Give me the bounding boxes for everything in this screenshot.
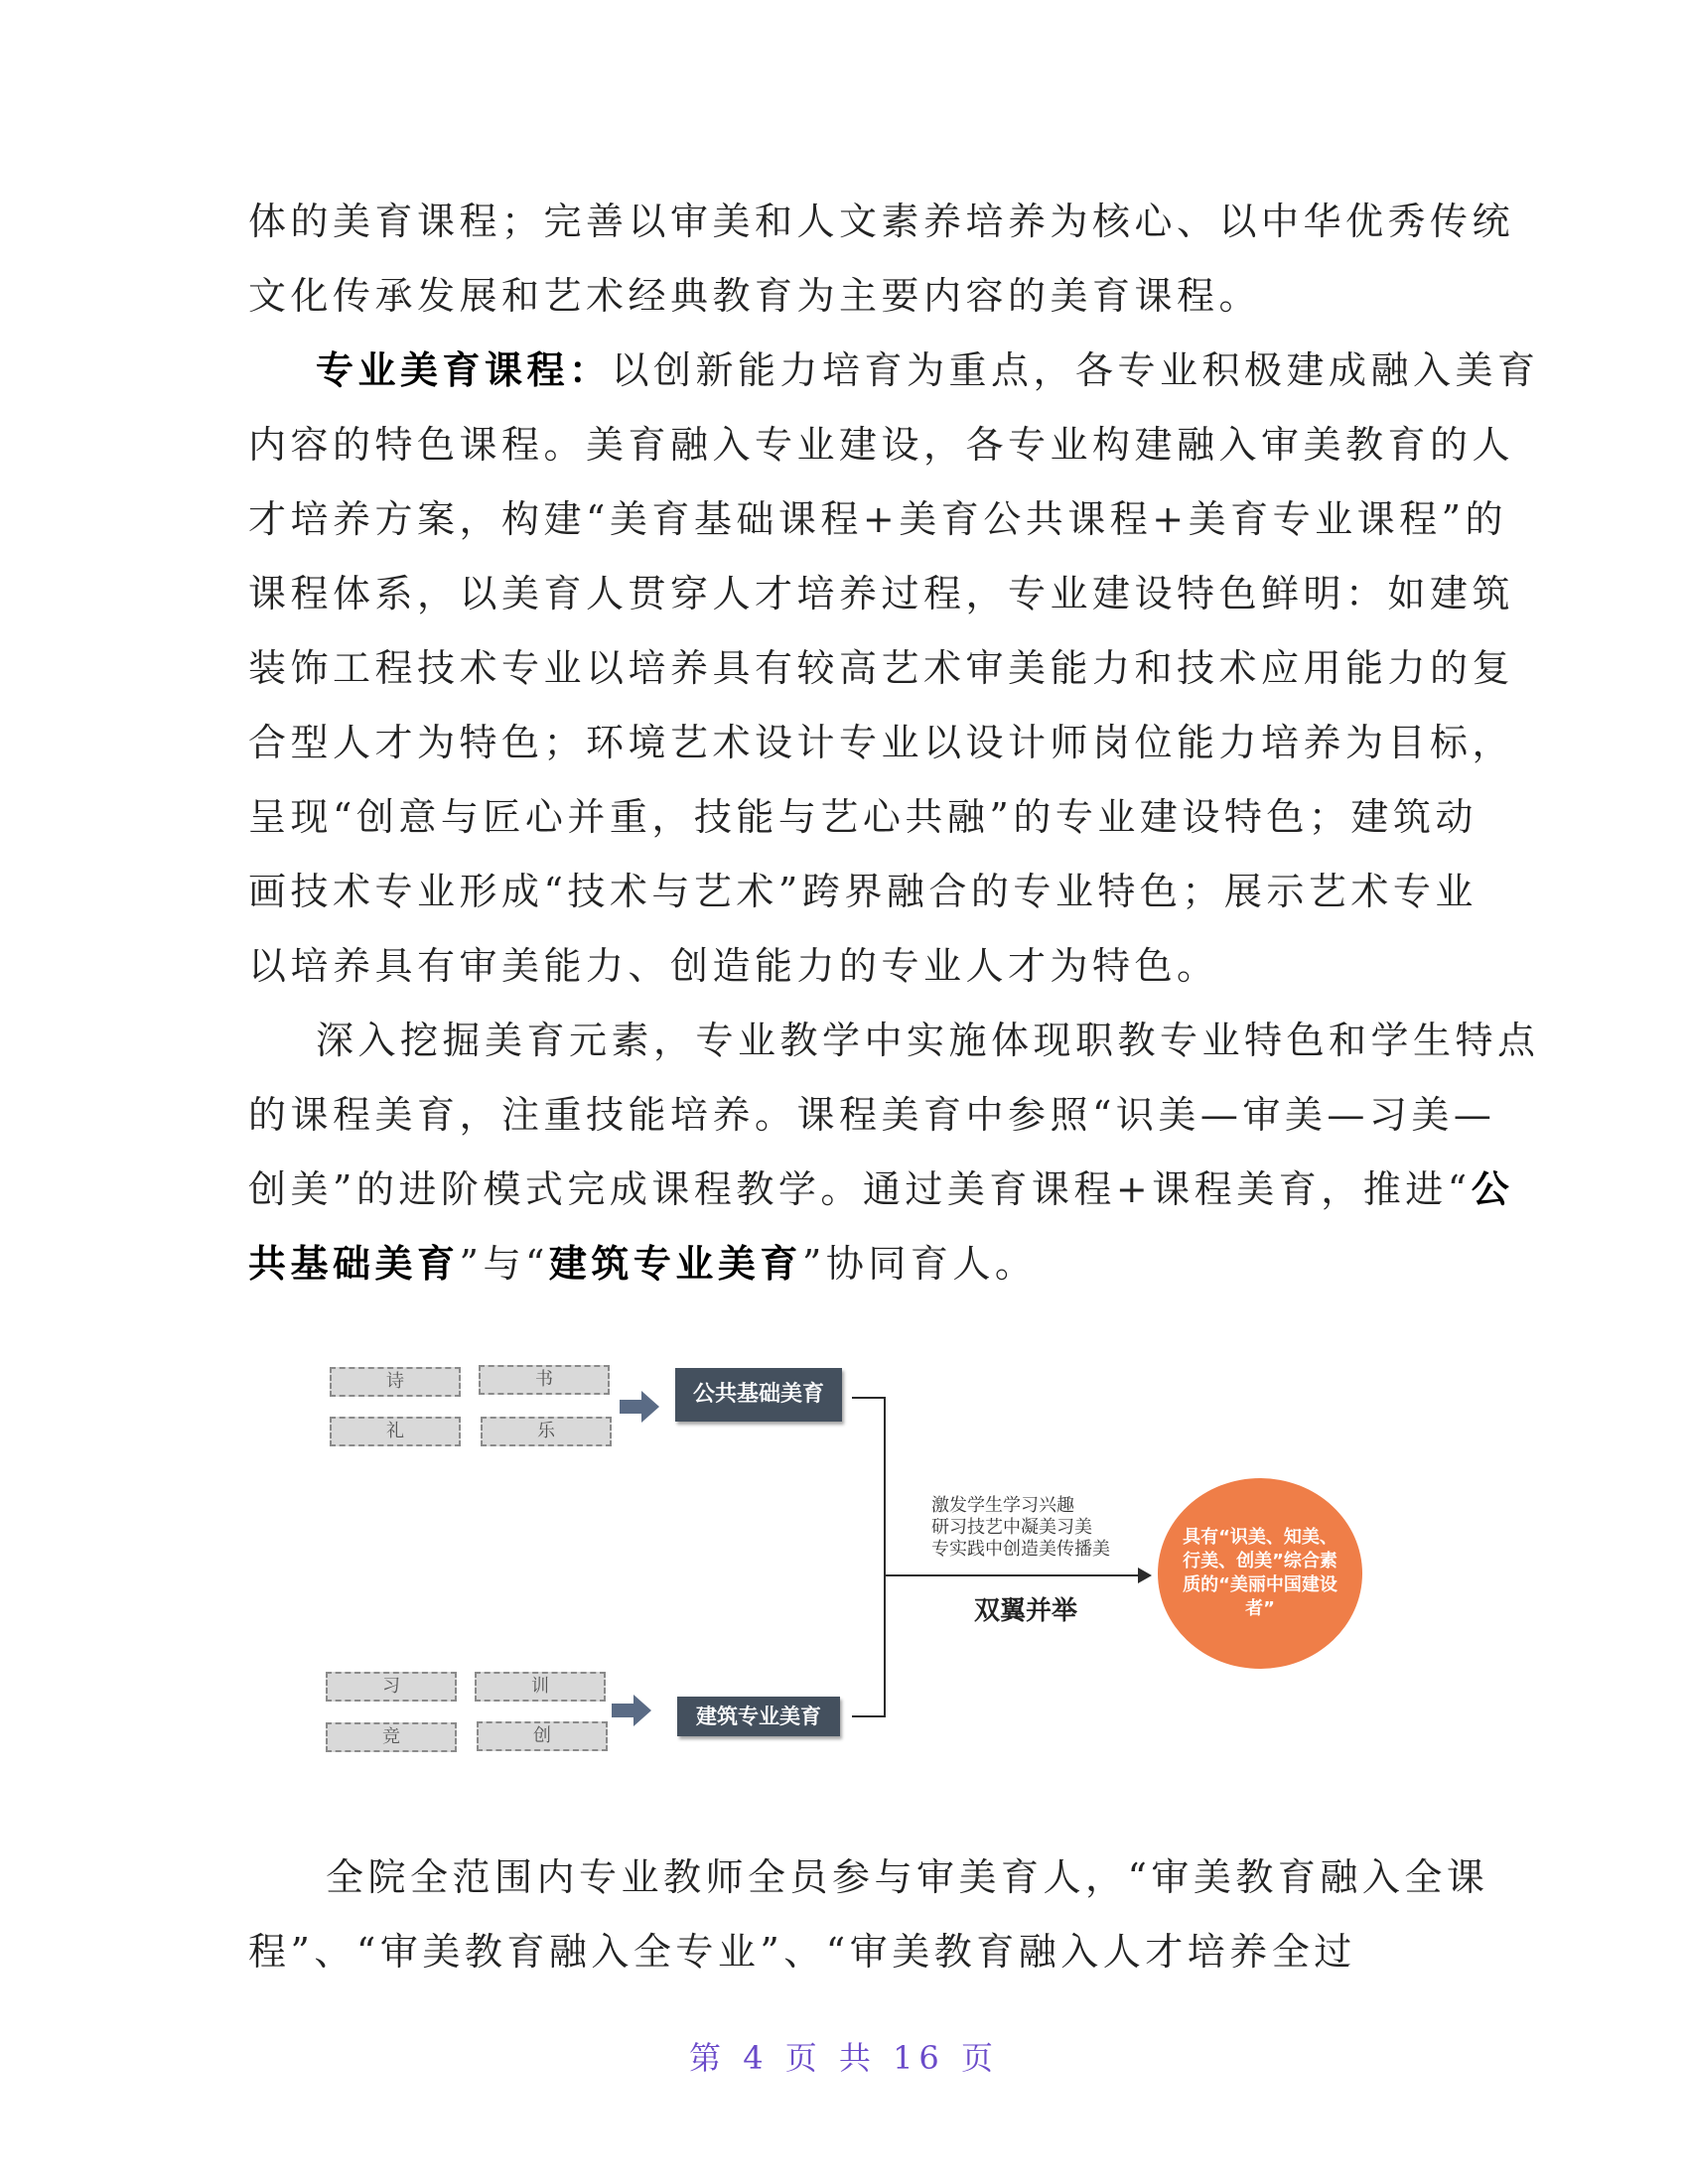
text-line: 以培养具有审美能力、创造能力的专业人才为特色。 — [248, 944, 1219, 988]
arrow-head-icon — [1138, 1568, 1152, 1583]
text-line: 全院全范围内专业教师全员参与审美育人，“审美教育融入全课 — [326, 1855, 1489, 1899]
text-span: ”协同育人。 — [801, 1242, 1038, 1286]
text-line: 的课程美育，注重技能培养。课程美育中参照“识美—审美—习美— — [248, 1093, 1496, 1137]
text-line: 体的美育课程；完善以审美和人文素养培养为核心、以中华优秀传统 — [248, 200, 1515, 243]
text-line: 内容的特色课程。美育融入专业建设，各专业构建融入审美教育的人 — [248, 423, 1515, 467]
text-span: 以创新能力培育为重点，各专业积极建成融入美育 — [611, 348, 1540, 392]
goal-circle: 具有“识美、知美、行美、创美”综合素质的“美丽中国建设者” — [1158, 1478, 1362, 1669]
tag-poetry: 诗 — [330, 1367, 461, 1397]
tag-creation: 创 — [477, 1721, 608, 1751]
text-line — [248, 1163, 1513, 1215]
bold-span: 公 — [1471, 1166, 1514, 1211]
text-line: 程”、“审美教育融入全专业”、“审美教育融入人才培养全过 — [248, 1930, 1356, 1974]
tag-practice: 习 — [326, 1672, 457, 1702]
connector-line — [852, 1715, 886, 1717]
tag-music: 乐 — [481, 1417, 612, 1446]
tag-training: 训 — [475, 1672, 606, 1702]
text-line: 课程体系，以美育人贯穿人才培养过程，专业建设特色鲜明：如建筑 — [248, 572, 1515, 615]
tag-books: 书 — [479, 1365, 610, 1395]
public-aesthetic-box: 公共基础美育 — [675, 1368, 842, 1422]
text-line: 呈现“创意与匠心并重，技能与艺心共融”的专业建设特色；建筑动 — [248, 795, 1477, 839]
section-heading: 专业美育课程： — [316, 347, 612, 392]
text-line: 装饰工程技术专业以培养具有较高艺术审美能力和技术应用能力的复 — [248, 646, 1515, 690]
note-line: 研习技艺中凝美习美 — [931, 1517, 1092, 1538]
architecture-aesthetic-box: 建筑专业美育 — [677, 1697, 840, 1736]
note-line: 激发学生学习兴趣 — [931, 1495, 1074, 1516]
text-line: 合型人才为特色；环境艺术设计专业以设计师岗位能力培养为目标， — [248, 721, 1515, 764]
text-line — [316, 344, 1540, 396]
connector-line — [886, 1574, 1142, 1576]
bold-span: 建筑专业美育 — [548, 1241, 802, 1286]
text-line — [248, 1238, 1037, 1290]
tag-rites: 礼 — [330, 1417, 461, 1446]
note-line: 专实践中创造美传播美 — [931, 1539, 1110, 1560]
page-number: 第 4 页 共 16 页 — [689, 2039, 999, 2077]
slogan-label: 双翼并举 — [974, 1596, 1078, 1626]
text-line: 深入挖掘美育元素，专业教学中实施体现职教专业特色和学生特点 — [316, 1019, 1540, 1062]
education-diagram — [318, 1355, 1370, 1782]
bold-span: 共基础美育 — [248, 1241, 460, 1286]
tag-competition: 竞 — [326, 1722, 457, 1752]
text-line: 文化传承发展和艺术经典教育为主要内容的美育课程。 — [248, 274, 1262, 318]
right-arrow-icon — [620, 1391, 659, 1423]
connector-line — [884, 1397, 886, 1717]
text-span: ”与“ — [459, 1242, 549, 1286]
connector-line — [852, 1397, 886, 1399]
text-span: 创美”的进阶模式完成课程教学。通过美育课程+课程美育，推进“ — [248, 1167, 1472, 1211]
right-arrow-icon — [612, 1695, 651, 1726]
text-line: 画技术专业形成“技术与艺术”跨界融合的专业特色；展示艺术专业 — [248, 870, 1477, 913]
text-line: 才培养方案，构建“美育基础课程+美育公共课程+美育专业课程”的 — [248, 497, 1508, 541]
